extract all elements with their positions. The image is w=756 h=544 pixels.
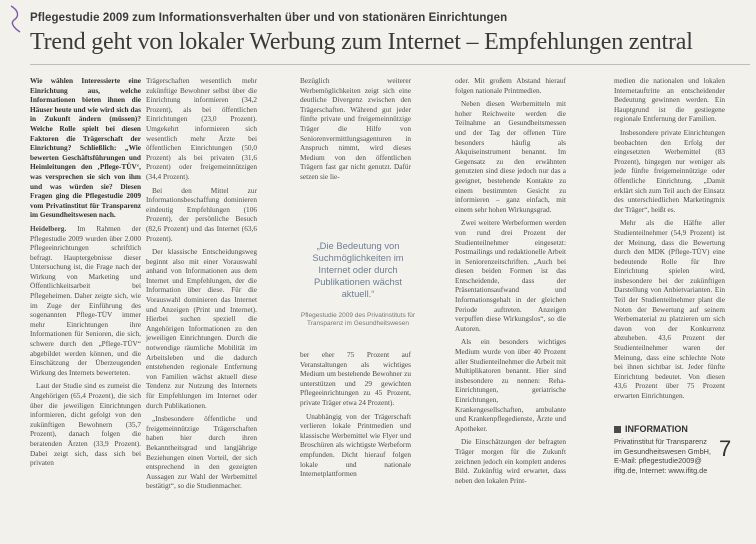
dateline: Heidelberg.: [30, 223, 67, 233]
article-paragraph: Trägerschaften wesentlich mehr zukünftige Bewohner selbst über die Einrichtung informieren (34,2 Prozent), als bei öffentlichen Einrichtungen (23,0 Prozent). Umgekehrt informieren sich wesentlich mehr Ärzte bei öffentlichen Einrichtungen (50,0 Prozent) als bei privaten (31,6 Prozent) oder freigemeinnützigen (34,4 Prozent).: [146, 76, 257, 181]
article-paragraph: oder. Mit großem Abstand hierauf folgen nationale Printmedien.: [455, 76, 566, 95]
info-title: INFORMATION: [625, 424, 688, 434]
article-paragraph: Unabhängig von der Trägerschaft verlieren lokale Printmedien und klassische Werbemittel wie Flyer und Broschüren als wichtigste Werbeform empfunden. Dicht hierauf folgen lokale und nationale Internetplattformen: [300, 411, 411, 479]
article-paragraph: Wie wählen Interessierte eine Einrichtung aus, welche Informationen bieten ihnen die Häuser heute und wie wird sich das in Zukunft ändern (müssen)? Welche Rolle spielt bei diesen Faktoren die Trägerschaft der Einrichtung? Schließlich: „Wie bewerten Geschäftsführungen und Heimleitungen den ‚Pflege-TÜV‘, was versprechen sie sich von ihm und was würden sie? Diesen Fragen ging die Pflegestudie 2009 vom Privatinstitut für Transparenz im Gesundheitswesen nach.: [30, 76, 141, 220]
square-bullet-icon: [614, 426, 621, 433]
article-paragraph: Der klassische Entscheidungsweg beginnt also mit einer Vorauswahl anhand von Informationen aus dem Internet und Empfehlungen, der die Information über diese. Für die Vorauswahl dominieren das Internet und Anzeigen (Print und Internet). Hierbei suchen speziell die Angehörigen Informationen zu den jeweiligen Einrichtungen. Durch die notwendige räumliche Mobilität im Arbeitsleben und die dadurch entstehenden regionale Entfernung von Familien wächst aktuell diese Tendenz zur Nutzung des Internets für Empfehlungen im Internet oder durch Publikationen.: [146, 247, 257, 410]
text-column-3-top: [300, 76, 411, 246]
article-kicker: Pflegestudie 2009 zum Informationsverhalten über und von stationären Einrichtungen: [30, 12, 508, 24]
article-paragraph: Als ein besonders wichtiges Medium wurde von über 40 Prozent aller Studienteilnehmer die Arbeit mit Multiplikatoren benannt. Hier sind insbesondere zu nennen: Reha-Einrichtungen, geriatrische Einrichtungen, Krankengesellschaften, ambulante und Krankenpflegedienste, Ärzte und Apotheker.: [455, 337, 566, 433]
article-headline: Trend geht von lokaler Werbung zum Internet – Empfehlungen zentral: [30, 29, 693, 55]
text-column-4: [455, 76, 566, 536]
article-paragraph: Bezüglich weiterer Werbemöglichkeiten zeigt sich eine deutliche Divergenz zwischen den Trägerschaften. Während gut jeder fünfte private und freigemeinnützige Träger die Hilfe von Seniorenvermittlungsagenturen in Anspruch nimmt, wird dieses Medium von den öffentlichen Trägern fast gar nicht genutzt. Dafür setzen sie lie-: [300, 76, 411, 181]
article-paragraph: Bei den Mittel zur Informationsbeschaffung dominieren eindeutig Empfehlungen (106 Prozent), der persönliche Besuch (82,6 Prozent) und das Internet (63,6 Prozent).: [146, 185, 257, 243]
article-paragraph: ber eher 75 Prozent auf Veranstaltungen als wichtiges Medium um bestehende Bewohner zu unterstützen und 29 gewichten Pflegeeinrichtungen zu 45 Prozent, private Träger etwa 24 Prozent).: [300, 350, 411, 407]
pull-quote-citation: Pflegestudie 2009 des Privatinstituts für Transparenz im Gesundheitswesen: [300, 312, 416, 327]
corner-mark-icon: [8, 4, 24, 34]
info-heading: [614, 425, 750, 434]
article-paragraph: Zwei weitere Werbeformen werden von rund drei Prozent der Studienteilnehmer eingesetzt: Postmailings und redaktionelle Arbeit in Seniorenzeitschriften. „Auch bei diesen beiden Formen ist das Entscheidende, dass der Präsentationsaufwand und Informationsgehalt in der gleichen Periode auftreten. Anzeigen verpuffen diese Wirkungslos“, so die Autoren.: [455, 218, 566, 333]
info-line: Privatinstitut für Transparenz: [614, 437, 707, 447]
pull-quote-box: [298, 240, 418, 328]
headline-divider: [30, 64, 750, 65]
text-column-5: [614, 76, 725, 421]
article-paragraph: Neben diesen Werbemitteln mit hoher Reichweite werden die Teilnahme an Gesundheitsmessen und der Tag der offenen Türe besonders häufig als Akquiseinstrument benannt. Im Gegensatz zu den erwähnten genutzten sind diese jedoch nur das a geeignet, bestehende Kontakte zu einem bestimmten Gesicht zu informieren – ganz einfach, mit einem sehr hohen Wirkungsgrad.: [455, 99, 566, 214]
text-column-3-bottom: [300, 350, 411, 536]
page-number: 7: [719, 436, 732, 461]
article-paragraph: medien die nationalen und lokalen Internetauftritte an entscheidender Bedeutung gewinnen werden. Ein Hauptgrund ist die gestiegene regionale Entfernung der Familien.: [614, 76, 725, 124]
article-paragraph: Die Einschätzungen der befragten Träger morgen für die Zukunft zeichnen jedoch ein komplett anderes Bild. Zukünftig wird erwartet, dass neben den lokalen Print-: [455, 437, 566, 485]
paragraph-text: Im Rahmen der Pflegestudie 2009 wurden über 2.000 Pflegeeinrichtungen schriftlich befragt. Hauptergebnisse dieser Untersuchung ist, die Frage nach der Wirkung von Marketing und Öffentlichkeitsarbeit bei Pflegeheimen. Daher zeigte sich, wie im Zuge der Einführung des sogenannten Pflege-TÜV immer mehr Einrichtungen ihre Informationen für Senioren, die sich, schwere durch den „Pflege-TÜV“ abgebildet werden können, und die Einschätzung der Überzeugenden Wirkung des Internets bewerteten.: [30, 223, 141, 377]
text-column-1: [30, 76, 141, 536]
pull-quote: „Die Bedeutung von Suchmöglichkeiten im Internet oder durch Publikationen wächst aktuell.“: [312, 240, 404, 299]
article-paragraph: Laut der Studie sind es zumeist die Angehörigen (65,4 Prozent), die sich über die jeweiligen Einrichtungen informieren, dicht gefolgt von den zukünftigen Bewohnern (35,7 Prozent), danach folgen die beratenden Ärzten (33,9 Prozent). Dabei zeigt sich, dass sich bei privaten: [30, 381, 141, 468]
article-paragraph: Mehr als die Hälfte aller Studienteilnehmer (54,9 Prozent) ist der Meinung, dass die Bewertung durch den MDK (Pflege-TÜV) eine bedeutende Rolle für Ihre Einrichtung spielen wird, insbesondere bei der zukünftigen Darstellung von Anbietvarianten. Ein Teil der Studienteilnehmer plant die Noten der Bewertung auf seinem Werbematerial zu platzieren um sich davon von der Konkurrenz abzuheben. 43,6 Prozent der Studienteilnehmer waren der Meinung, dass eine schlechte Note bei ihnen sichtbar ist. Jeder fünfte Einrichtung bedeutet. Von diesen 43,6 Prozent über 75 Prozent erwarten Einrichtungen.: [614, 218, 725, 400]
article-paragraph: „Insbesondere öffentliche und freigemeinnützige Trägerschaften haben hier durch ihren Bekanntheitsgrad und langjährige Beziehungen einen Vorteil, der sich entsprechend in den gezeigten Aussagen zur Wahl der Werbemittel bestätigt“, so die Studienmacher.: [146, 414, 257, 491]
info-website-link[interactable]: ifitg.de, Internet: www.ifitg.de: [614, 465, 708, 475]
info-email[interactable]: E-Mail: pflegestudie2009@: [614, 456, 702, 466]
text-column-2: [146, 76, 257, 536]
article-paragraph: [30, 224, 141, 378]
info-line: im Gesundheitswesen GmbH,: [614, 446, 711, 456]
article-paragraph: Insbesondere private Einrichtungen beobachten den Erfolg der eingesetzten Werbemittel (83 Prozent), hingegen nur weniger als jede fünfte freigemeinnützige oder öffentliche Einrichtung. „Damit erklärt sich zum Teil auch der Einsatz des unterschiedlichen Marketingmix der Träger“, heißt es.: [614, 127, 725, 214]
